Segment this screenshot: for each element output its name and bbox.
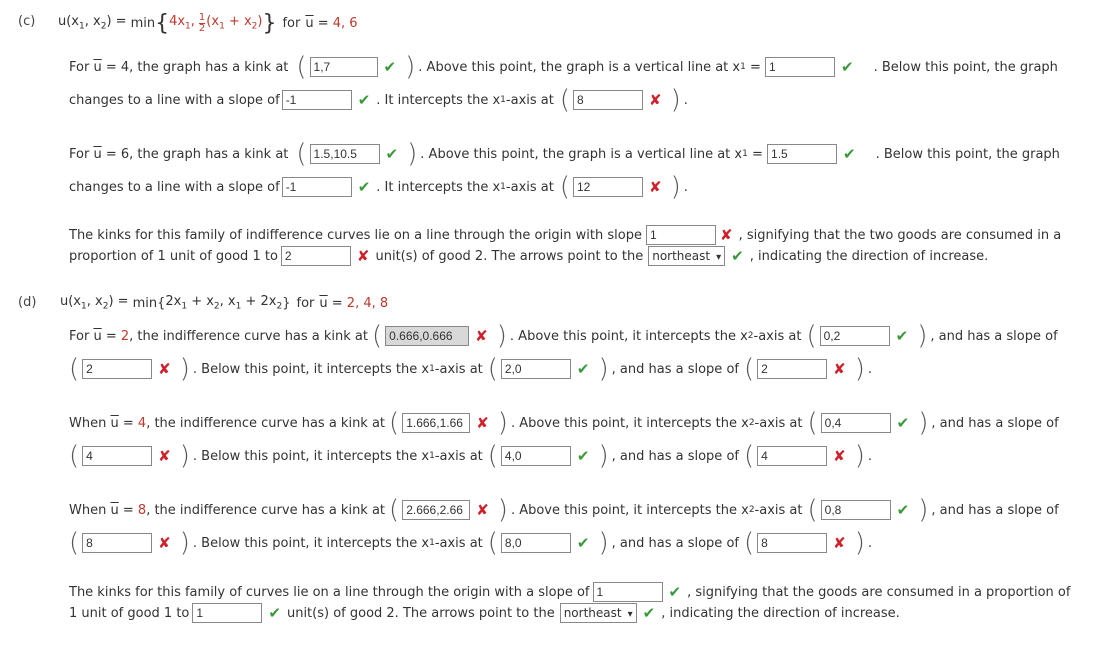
d-u4-kink-input[interactable]: 1.666,1.66	[402, 413, 470, 433]
check-icon: ✔	[896, 414, 910, 432]
c-u4-intercept-input[interactable]: 8	[573, 90, 643, 110]
d-summary-line2: 1 unit of good 1 to 1 ✔ unit(s) of good 2. The arrows point to the northeast ▾ ✔ , indicating the direction of increase.	[69, 604, 900, 622]
c-u6-line1: For $\overline{u}$ = 6 , the graph has a kink at ( 1.5,10.5 ✔ ) . Above this point, the graph is a vertical line at x 1 = 1.5 ✔ . Below this point, the graph	[69, 139, 1060, 169]
c-u6-intercept-input[interactable]: 12	[573, 177, 643, 197]
cross-icon: ✘	[158, 360, 171, 378]
part-c-label: (c)	[18, 14, 36, 29]
check-icon: ✔	[576, 534, 590, 552]
check-icon: ✔	[668, 583, 682, 601]
c-u6-kink-input[interactable]: 1.5,10.5	[310, 144, 380, 164]
d-u8-x2int-input[interactable]: 0,8	[821, 500, 891, 520]
cross-icon: ✘	[833, 360, 846, 378]
check-icon: ✔	[357, 91, 371, 109]
cross-icon: ✘	[833, 447, 846, 465]
c-u4-slope-input[interactable]: -1	[282, 90, 352, 110]
d-u4-slope-above-input[interactable]: 4	[82, 446, 152, 466]
check-icon: ✔	[895, 327, 909, 345]
c-kinks-slope-input[interactable]: 1	[646, 225, 716, 245]
cross-icon: ✘	[476, 414, 489, 432]
check-icon: ✔	[731, 247, 744, 265]
d-u2-slope-above-input[interactable]: 2	[82, 359, 152, 379]
chevron-down-icon: ▾	[716, 252, 722, 263]
part-d-label: (d)	[18, 295, 37, 310]
c-direction-select[interactable]: northeast ▾	[648, 246, 725, 266]
d-u8-slope-below-input[interactable]: 8	[757, 533, 827, 553]
d-u8-slope-above-input[interactable]: 8	[82, 533, 152, 553]
chevron-down-icon: ▾	[627, 609, 633, 620]
c-summary-line1: The kinks for this family of indifference curves lie on a line through the origin with slope 1 ✘ , signifying that the two goods are consumed in a	[69, 226, 1062, 244]
d-u4-line2: ( 4 ✘ ) . Below this point, it intercepts the x 1 -axis at ( 4,0 ✔ ) , and has a slope of ( 4 ✘ ) .	[69, 441, 873, 471]
c-u6-line2: changes to a line with a slope of -1 ✔ . It intercepts the x 1 -axis at ( 12 ✘ ) .	[69, 172, 688, 202]
check-icon: ✔	[841, 58, 854, 76]
part-d-utility: $u(x_1$, $x_2$) = min { $2x_1 + x_2$, $x_1 + 2x_2$ } for $\overline{u}$ = 2, 4, 8	[60, 294, 389, 312]
check-icon: ✔	[357, 178, 371, 196]
check-icon: ✔	[576, 360, 590, 378]
check-icon: ✔	[268, 604, 281, 622]
d-u4-slope-below-input[interactable]: 4	[757, 446, 827, 466]
cross-icon: ✘	[719, 226, 733, 244]
check-icon: ✔	[385, 145, 399, 163]
cross-icon: ✘	[833, 534, 846, 552]
c-proportion-input[interactable]: 2	[281, 246, 351, 266]
d-u4-x2int-input[interactable]: 0,4	[821, 413, 891, 433]
cross-icon: ✘	[475, 327, 488, 345]
c-u4-kink-input[interactable]: 1,7	[310, 57, 378, 77]
d-u2-x2int-input[interactable]: 0,2	[820, 326, 890, 346]
d-u2-line2: ( 2 ✘ ) . Below this point, it intercepts the x 1 -axis at ( 2,0 ✔ ) , and has a slope of ( 2 ✘ ) .	[69, 354, 873, 384]
c-u4-x1-input[interactable]: 1	[765, 57, 835, 77]
cross-icon: ✘	[158, 534, 171, 552]
d-u8-x1int-input[interactable]: 8,0	[501, 533, 571, 553]
cross-icon: ✘	[649, 178, 662, 196]
d-u4-x1int-input[interactable]: 4,0	[501, 446, 571, 466]
check-icon: ✔	[896, 501, 910, 519]
d-u8-line1: When $\overline{u}$ = 8 , the indifference curve has a kink at ( 2.666,2.66 ✘ ) . Above this point, it intercepts the x 2 -axis at ( 0,8 ✔ ) , and has a slope of	[69, 495, 1059, 525]
cross-icon: ✘	[476, 501, 489, 519]
d-kinks-slope-input[interactable]: 1	[593, 582, 663, 602]
c-summary-line2: proportion of 1 unit of good 1 to 2 ✘ unit(s) of good 2. The arrows point to the northeast ▾ ✔ , indicating the direction of increase.	[69, 247, 989, 265]
cross-icon: ✘	[158, 447, 171, 465]
part-c-utility: $u(x_1$, $x_2$) = min { $4x_1$, $\frac{1}{2}$ $(x_1 + x_2)$ } for $\overline{u}$ = 4, 6	[58, 10, 358, 36]
c-u6-x1-input[interactable]: 1.5	[767, 144, 837, 164]
d-u4-line1: When $\overline{u}$ = 4 , the indifference curve has a kink at ( 1.666,1.66 ✘ ) . Above this point, it intercepts the x 2 -axis at ( 0,4 ✔ ) , and has a slope of	[69, 408, 1059, 438]
d-u2-kink-input[interactable]: 0.666,0.666	[385, 326, 469, 346]
d-u8-kink-input[interactable]: 2.666,2.66	[402, 500, 470, 520]
d-u2-line1: For $\overline{u}$ = 2 , the indifference curve has a kink at ( 0.666,0.666 ✘ ) . Above this point, it intercepts the x 2 -axis at ( 0,2 ✔ ) , and has a slope of	[69, 321, 1058, 351]
c-u6-slope-input[interactable]: -1	[282, 177, 352, 197]
check-icon: ✔	[843, 145, 856, 163]
c-u4-line2: changes to a line with a slope of -1 ✔ . It intercepts the x 1 -axis at ( 8 ✘ ) .	[69, 85, 688, 115]
cross-icon: ✘	[649, 91, 662, 109]
check-icon: ✔	[576, 447, 590, 465]
d-proportion-input[interactable]: 1	[192, 603, 262, 623]
check-icon: ✔	[383, 58, 397, 76]
d-u2-slope-below-input[interactable]: 2	[757, 359, 827, 379]
d-direction-select[interactable]: northeast ▾	[560, 603, 637, 623]
check-icon: ✔	[642, 604, 656, 622]
d-u2-x1int-input[interactable]: 2,0	[501, 359, 571, 379]
d-u8-line2: ( 8 ✘ ) . Below this point, it intercepts the x 1 -axis at ( 8,0 ✔ ) , and has a slope of ( 8 ✘ ) .	[69, 528, 873, 558]
d-summary-line1: The kinks for this family of curves lie on a line through the origin with a slope of 1 ✔ , signifying that the goods are consumed in a proportion of	[69, 583, 1071, 601]
c-u4-line1: For $\overline{u}$ = 4 , the graph has a kink at ( 1,7 ✔ ) . Above this point, the graph is a vertical line at x 1 = 1 ✔ . Below this point, the graph	[69, 52, 1058, 82]
cross-icon: ✘	[356, 247, 370, 265]
